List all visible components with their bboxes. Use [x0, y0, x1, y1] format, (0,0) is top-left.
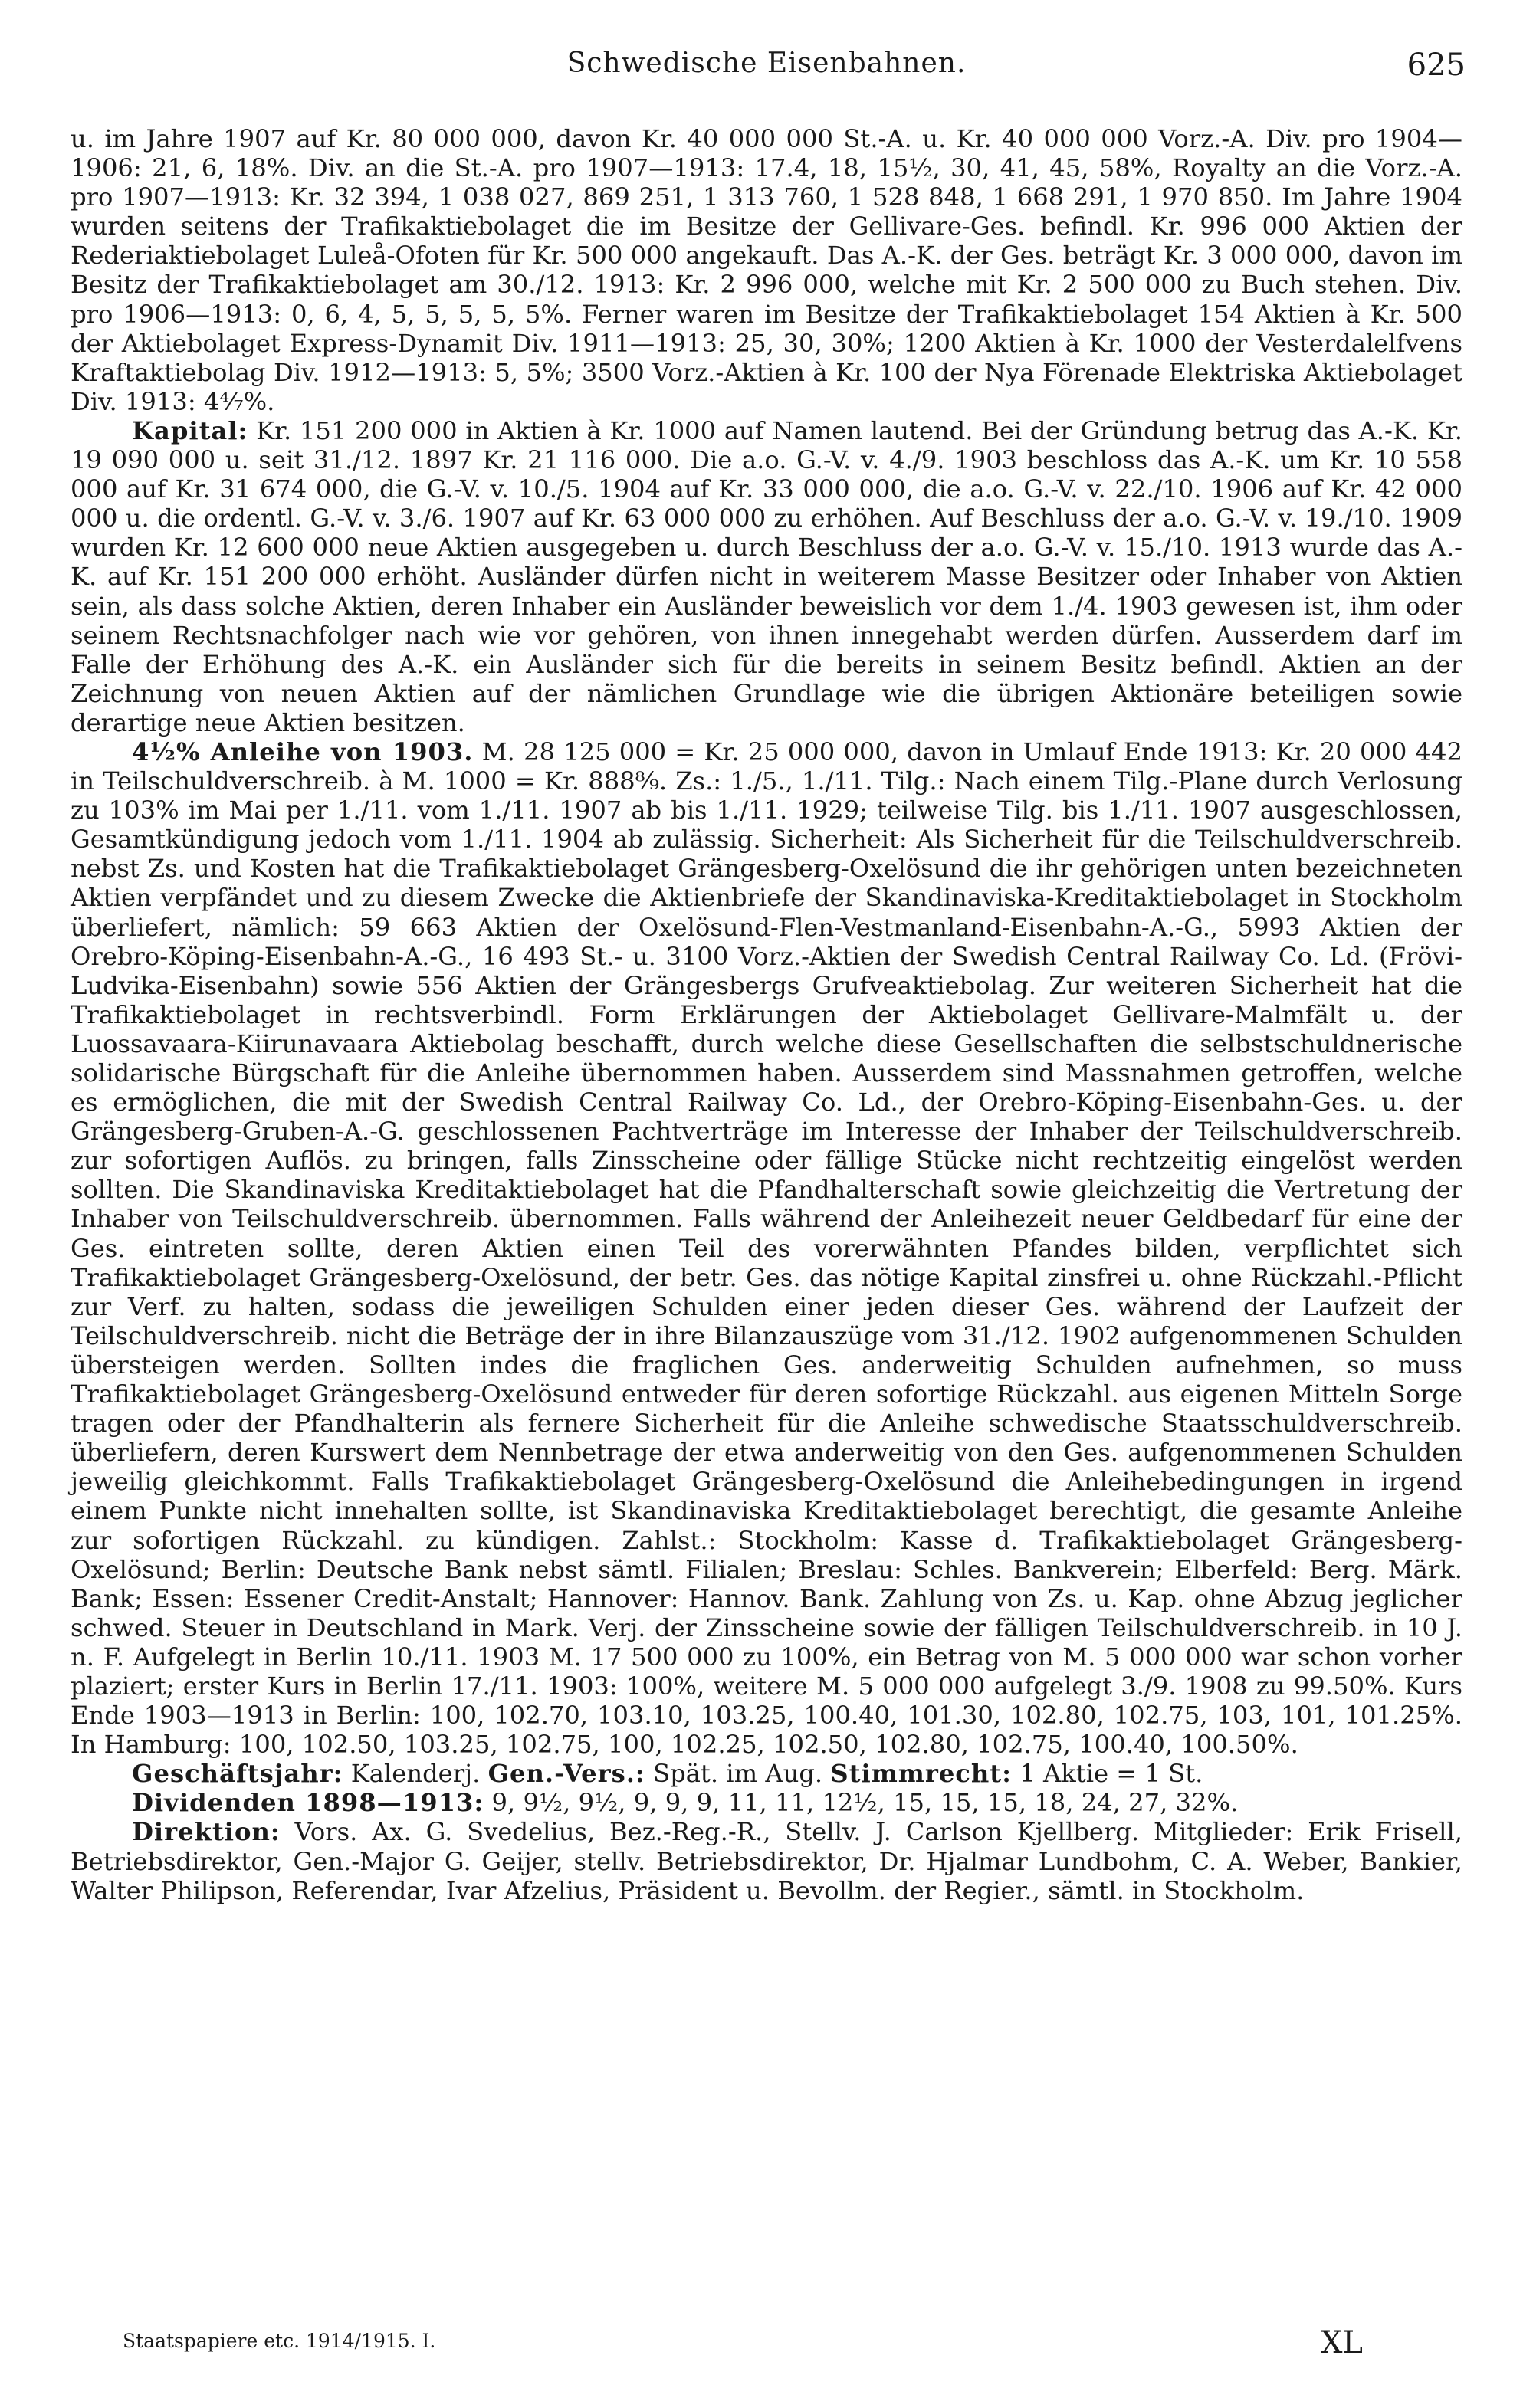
paragraph-kapital — [71, 416, 1462, 737]
page-header — [0, 48, 1533, 93]
paragraph-text: 9, 9½, 9½, 9, 9, 9, 11, 11, 12½, 15, 15, 15, 18, 24, 27, 32%. — [484, 1788, 1239, 1818]
section-label-stimmrecht: Stimmrecht: — [830, 1759, 1013, 1789]
section-label-anleihe: 4½% Anleihe von 1903. — [132, 737, 474, 766]
paragraph-text: Vors. Ax. G. Svedelius, Bez.-Reg.-R., Stellv. J. Carlson Kjellberg. Mitglieder: Erik Frisell, Betriebsdirektor, Gen.-Major G. Geijer, stellv. Betriebsdirektor, Dr. Hjalmar Lundbohm, C. A. Weber, Bankier, Walter Philipson, Referendar, Ivar Afzelius, Präsident u. Bevollm. der Regier., sämtl. in Stockholm. — [71, 1817, 1462, 1905]
running-title: Schwedische Eisenbahnen. — [566, 48, 967, 79]
page-footer — [123, 2325, 1462, 2368]
section-label-kapital: Kapital: — [132, 415, 248, 445]
paragraph-text: M. 28 125 000 = Kr. 25 000 000, davon in Umlauf Ende 1913: Kr. 20 000 442 in Teilschuldverschreib. à M. 1000 = Kr. 888⁸⁄₉. Zs.: 1./5., 1./11. Tilg.: Nach einem Tilg.-Plane durch Verlosung zu 103% im Mai per 1./11. vom 1./11. 1907 ab bis 1./11. 1929; teilweise Tilg. bis 1./11. 1907 ausgeschlossen, Gesamtkündigung jedoch vom 1./11. 1904 ab zulässig. Sicherheit: Als Sicherheit für die Teilschuldverschreib. nebst Zs. und Kosten hat die Trafikaktiebolaget Grängesberg-Oxelösund die ihr gehörigen unten bezeichneten Aktien verpfändet und zu diesem Zwecke die Aktienbriefe der Skandinaviska-Kreditaktiebolaget in Stockholm überliefert, nämlich: 59 663 Aktien der Oxelösund-Flen-Vestmanland-Eisenbahn-A.-G., 5993 Aktien der Orebro-Köping-Eisenbahn-A.-G., 16 493 St.- u. 3100 Vorz.-Aktien der Swedish Central Railway Co. Ld. (Frövi-Ludvika-Eisenbahn) sowie 556 Aktien der Grängesbergs Grufveaktiebolag. Zur weiteren Sicherheit hat die Trafikaktiebolaget in rechtsverbindl. Form Erklärungen der Aktiebolaget Gellivare-Malmfält u. der Luossavaara-Kiirunavaara Aktiebolag beschafft, durch welche diese Gesellschaften die selbstschuldnerische solidarische Bürgschaft für die Anleihe übernommen haben. Ausserdem sind Massnahmen getroffen, welche es ermöglichen, die mit der Swedish Central Railway Co. Ld., der Orebro-Köping-Eisenbahn-Ges. u. der Grängesberg-Gruben-A.-G. geschlossenen Pachtverträge im Interesse der Inhaber der Teilschuldverschreib. zur sofortigen Auflös. zu bringen, falls Zinsscheine oder fällige Stücke nicht rechtzeitig eingelöst werden sollten. Die Skandinaviska Kreditaktiebolaget hat die Pfandhalterschaft sowie gleichzeitig die Vertretung der Inhaber von Teilschuldverschreib. übernommen. Falls während der Anleihezeit neuer Geldbedarf für eine der Ges. eintreten sollte, deren Aktien einen Teil des vorerwähnten Pfandes bilden, verpflichtet sich Trafikaktiebolaget Grängesberg-Oxelösund, der betr. Ges. das nötige Kapital zinsfrei u. ohne Rückzahl.-Pflicht zur Verf. zu halten, sodass die jeweiligen Schulden einer jeden dieser Ges. während der Laufzeit der Teilschuldverschreib. nicht die Beträge der in ihre Bilanzauszüge vom 31./12. 1902 aufgenommenen Schulden übersteigen werden. Sollten indes die fraglichen Ges. anderweitig Schulden aufnehmen, so muss Trafikaktiebolaget Grängesberg-Oxelösund entweder für deren sofortige Rückzahl. aus eigenen Mitteln Sorge tragen oder der Pfandhalterin als fernere Sicherheit für die Anleihe schwedische Staatsschuldverschreib. überliefern, deren Kurswert dem Nennbetrage der etwa anderweitig von den Ges. aufgenommenen Schulden jeweilig gleichkommt. Falls Trafikaktiebolaget Grängesberg-Oxelösund die Anleihebedingungen in irgend einem Punkte nicht innehalten sollte, ist Skandinaviska Kreditaktiebolaget berechtigt, die gesamte Anleihe zur sofortigen Rückzahl. zu kündigen. Zahlst.: Stockholm: Kasse d. Trafikaktiebolaget Grängesberg-Oxelösund; Berlin: Deutsche Bank nebst sämtl. Filialen; Breslau: Schles. Bankverein; Elberfeld: Berg. Märk. Bank; Essen: Essener Credit-Anstalt; Hannover: Hannov. Bank. Zahlung von Zs. u. Kap. ohne Abzug jeglicher schwed. Steuer in Deutschland in Mark. Verj. der Zinsscheine sowie der fälligen Teilschuldverschreib. in 10 J. n. F. Aufgelegt in Berlin 10./11. 1903 M. 17 500 000 zu 100%, ein Betrag von M. 5 000 000 war schon vorher plaziert; erster Kurs in Berlin 17./11. 1903: 100%, weitere M. 5 000 000 aufgelegt 3./9. 1908 zu 99.50%. Kurs Ende 1903—1913 in Berlin: 100, 102.70, 103.10, 103.25, 100.40, 101.30, 102.80, 102.75, 103, 101, 101.25%. In Hamburg: 100, 102.50, 103.25, 102.75, 100, 102.25, 102.50, 102.80, 102.75, 100.40, 100.50%. — [71, 737, 1462, 1760]
page-number: 625 — [1407, 48, 1466, 83]
paragraph-dividenden — [71, 1788, 1462, 1817]
footer-source: Staatspapiere etc. 1914/1915. I. — [123, 2330, 436, 2352]
paragraph-geschaeftsjahr — [71, 1759, 1462, 1788]
paragraph-text: Kr. 151 200 000 in Aktien à Kr. 1000 auf Namen lautend. Bei der Gründung betrug das A.-K. Kr. 19 090 000 u. seit 31./12. 1897 Kr. 21 116 000. Die a.o. G.-V. v. 4./9. 1903 beschloss das A.-K. um Kr. 10 558 000 auf Kr. 31 674 000, die G.-V. v. 10./5. 1904 auf Kr. 33 000 000, die a.o. G.-V. v. 22./10. 1906 auf Kr. 42 000 000 u. die ordentl. G.-V. v. 3./6. 1907 auf Kr. 63 000 000 zu erhöhen. Auf Beschluss der a.o. G.-V. v. 19./10. 1909 wurden Kr. 12 600 000 neue Aktien ausgegeben u. durch Beschluss der a.o. G.-V. v. 15./10. 1913 wurde das A.-K. auf Kr. 151 200 000 erhöht. Ausländer dürfen nicht in weiterem Masse Besitzer oder Inhaber von Aktien sein, als dass solche Aktien, deren Inhaber ein Ausländer beweislich vor dem 1./4. 1903 gewesen ist, ihm oder seinem Rechtsnachfolger nach wie vor gehören, von ihnen innegehabt werden dürfen. Ausserdem darf im Falle der Erhöhung des A.-K. ein Ausländer sich für die bereits in seinem Besitz befindl. Aktien an der Zeichnung von neuen Aktien auf der nämlichen Grundlage wie die übrigen Aktionäre beteiligen sowie derartige neue Aktien besitzen. — [71, 415, 1462, 737]
section-label-direktion: Direktion: — [132, 1817, 281, 1847]
section-label-dividenden: Dividenden 1898—1913: — [132, 1788, 484, 1818]
paragraph-text: 1 Aktie = 1 St. — [1012, 1759, 1203, 1789]
paragraph-text: Kalenderj. — [343, 1759, 488, 1789]
paragraph-anleihe — [71, 737, 1462, 1759]
paragraph-text: u. im Jahre 1907 auf Kr. 80 000 000, davon Kr. 40 000 000 St.-A. u. Kr. 40 000 000 Vorz.-A. Div. pro 1904—1906: 21, 6, 18%. Div. an die St.-A. pro 1907—1913: 17.4, 18, 15½, 30, 41, 45, 58%, Royalty an die Vorz.-A. pro 1907—1913: Kr. 32 394, 1 038 027, 869 251, 1 313 760, 1 528 848, 1 668 291, 1 970 850. Im Jahre 1904 wurden seitens der Trafikaktiebolaget die im Besitze der Gellivare-Ges. befindl. Kr. 996 000 Aktien der Rederiaktiebolaget Luleå-Ofoten für Kr. 500 000 angekauft. Das A.-K. der Ges. beträgt Kr. 3 000 000, davon im Besitz der Trafikaktiebolaget am 30./12. 1913: Kr. 2 996 000, welche mit Kr. 2 500 000 zu Buch stehen. Div. pro 1906—1913: 0, 6, 4, 5, 5, 5, 5, 5%. Ferner waren im Besitze der Trafikaktiebolaget 154 Aktien à Kr. 500 der Aktiebolaget Express-Dynamit Div. 1911—1913: 25, 30, 30%; 1200 Aktien à Kr. 1000 der Vesterdalelfvens Kraftaktiebolag Div. 1912—1913: 5, 5%; 3500 Vorz.-Aktien à Kr. 100 der Nya Förenade Elektriska Aktiebolaget Div. 1913: 4⁴⁄₇%. — [71, 124, 1462, 416]
section-label-gen-vers: Gen.-Vers.: — [487, 1759, 645, 1789]
paragraph-continuation — [71, 124, 1462, 416]
section-label-geschaeftsjahr: Geschäftsjahr: — [132, 1759, 343, 1789]
paragraph-direktion — [71, 1817, 1462, 1904]
body-text — [71, 124, 1462, 1905]
paragraph-text: Spät. im Aug. — [645, 1759, 831, 1789]
footer-signature: XL — [1320, 2325, 1363, 2360]
